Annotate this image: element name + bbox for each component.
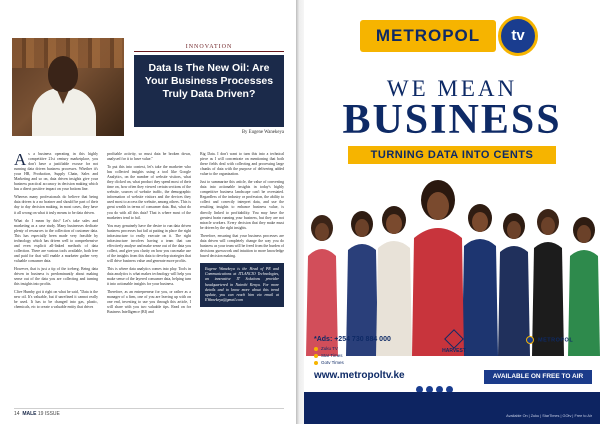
paragraph: Big Data. I don't want to turn this into a technical piece as I will concentrate on mentioning that both these fields deal with collecting and processing large chunks of data with the purpose of delivering added value to the organization.: [200, 152, 284, 177]
presenter-back-3: [498, 213, 530, 356]
presenter-back-4: [532, 209, 564, 356]
channel-dot-icon: [314, 361, 318, 365]
presenter-front: [412, 180, 464, 356]
author-bio-box: Eugene Wanekeya is the Head of PR and Communications at ITLANCIO Technologies, an innovative IT Solutions provider headquartered in Nairobi Kenya. For more details and to know more about this trend update, you can reach him via email at EWanekeya@gmail.com: [200, 263, 284, 307]
metropol-small-label: METROPOL: [538, 337, 574, 344]
article-category: INNOVATION: [185, 44, 233, 50]
paragraph: profitable activity, so must data be broken down, analysed for it to have value.": [107, 152, 191, 162]
paragraph: To put this into context, let's take the marketer who has collected insights using a tool like Google Analytics, on the number of website visitors, what they clicked on, what product they spend most of their time on, how often they viewed certain sections of the website, sources of website traffic, the demographic information of website visitors and the devices they used most to access the website, among others. This is great wealth in terms of consumer data. But, what do you do with all this data? That is where most of the marketers tend to fail.: [107, 165, 191, 220]
channel-item: [314, 353, 343, 358]
presenter-back-2: [346, 211, 378, 356]
presenters-illustration: [304, 166, 600, 356]
channel-label: Zuku TV: [321, 346, 338, 351]
ad-headline-top: WE MEAN: [386, 76, 518, 101]
channel-label: Star Times: [321, 353, 343, 358]
article-byline: By Eugene Wanekeya: [241, 130, 284, 135]
ad-tagline: TURNING DATA INTO CENTS: [348, 146, 556, 164]
issue-number: 19 ISSUE: [37, 411, 60, 417]
spine-gutter: [296, 0, 304, 424]
paragraph: This is where data analytics comes into play. Tools in data analytics is what makes technology will help you make sense of the layered consumer data, helping turn it into actionable insights for your business.: [107, 266, 191, 287]
tv-badge-icon: tv: [498, 16, 538, 56]
category-rule: [134, 51, 284, 52]
author-head: [48, 56, 78, 92]
ad-headline-main: BUSINESS: [342, 97, 562, 143]
article-column-2: [107, 152, 191, 404]
ad-phone-number: *Ads: +254 730 884 000: [314, 336, 391, 343]
paragraph: What do I mean by this? Let's take sales and marketing as a case study. Many businesses dedicate plenty of resources to the collection of customer data. This has especially been made very feasible by technology which has driven well to comprehensive and even explicit all-linked methods of data collection. There are various tools available, both free and paid for that will enable a marketer gather very valuable consumer data.: [14, 218, 98, 263]
channel-dot-icon: [314, 354, 318, 358]
drop-cap: A: [14, 152, 27, 169]
ad-footer-strip: [304, 392, 600, 424]
availability-badge: AVAILABLE ON FREE TO AIR: [484, 370, 592, 384]
page-number: 14: [14, 411, 20, 417]
article-page: [0, 0, 296, 424]
paragraph: Whereas many professionals do believe that being data driven is a no brainer and should be part of their day to day decision making, in most cases, they have it all wrong on what it truly means to be data driven.: [14, 195, 98, 215]
article-body: [14, 152, 284, 404]
article-column-3: [200, 152, 284, 404]
metropol-tv-logo: [360, 16, 544, 56]
page-folio: [14, 411, 60, 417]
footer-rule: [14, 408, 284, 409]
author-photo: [12, 38, 124, 136]
channel-dot-icon: [314, 347, 318, 351]
metropol-small-logo: [526, 336, 573, 344]
article-title-box: [134, 55, 284, 127]
logo-wordmark: METROPOL: [360, 20, 496, 52]
presenter-mid-1: [376, 206, 412, 356]
harvest-label: HARVEST: [442, 348, 466, 354]
article-title: Data Is The New Oil: Are Your Business Processes Truly Data Driven?: [144, 62, 274, 100]
paragraph: Therefore, ensuring that your business processes are data driven will completely change the way you do business as your team will be freed from the burden of decisions guesswork and intuition to more knowledge based decision making.: [200, 233, 284, 258]
magazine-name: MALE: [22, 411, 37, 417]
presenters-photo: [304, 166, 600, 356]
harvest-mark-icon: [444, 329, 464, 349]
paragraph: Clive Humby got it right on what he said, "Data is the new oil. It's valuable, but if unrefined it cannot really be used. It has to be changed into gas, plastic, chemicals, etc to create a valuable entity that drives: [14, 290, 98, 310]
presenter-back-1: [306, 215, 338, 356]
paragraph: Therefore, as an entrepreneur for you, or rather as a manager of a firm, one of you are leaving up with on one end, investing to use you through this article, I will share with you two valuable tips. Read on for Business Intelligence (BI) and: [107, 290, 191, 315]
channel-label: Gotv Times: [321, 360, 344, 365]
paragraph: Just to summarize this article, the value of converting data into actionable insights in today's highly competitive business landscape can't be overstated. Regardless of the industry or profession, the ability to collect and correctly interpret data, and use the resulting insights to enhance business value, is directly linked to profitability. You may have the greatest brain running your business, but they are not miracle workers. Every decision that they make must be driven by the right insights.: [200, 180, 284, 230]
channel-item: [314, 346, 338, 351]
ad-footer-credits: Available On | Zuku | StarTimes | GOtv | Free to Air: [506, 414, 592, 418]
paragraph: s a business operating in this highly competitive 21st century marketplace, you don't have a justifiable excuse for not running data driven business processes. Whether it's your HR, Production, Supply Chain, Sales and Marketing and so on, data driven insights give your business practical accuracy in decision making which has a direct positive impact on your bottom line.: [14, 152, 98, 192]
harvest-logo: [434, 332, 474, 354]
metropol-circle-icon: [526, 336, 534, 344]
paragraph: You may genuinely have the desire to run data driven business processes but fail at putting in place the right infrastructure to really execute on it. The right infrastructure involves having a team that can effectively analyse and make sense out of the data you collect, and give you clarity on how you can make use of the insights from this data to develop strategies that will drive business value and generate more profits.: [107, 223, 191, 263]
ad-website: www.metropoltv.ke: [314, 370, 405, 381]
article-column-1: [14, 152, 98, 404]
channel-item: [314, 360, 344, 365]
paragraph: However, that is just a tip of the iceberg. Being data driven in business is predominantly about making sense out of the data you are collecting and turning this insights into profits.: [14, 266, 98, 287]
advert-page: [304, 0, 600, 424]
